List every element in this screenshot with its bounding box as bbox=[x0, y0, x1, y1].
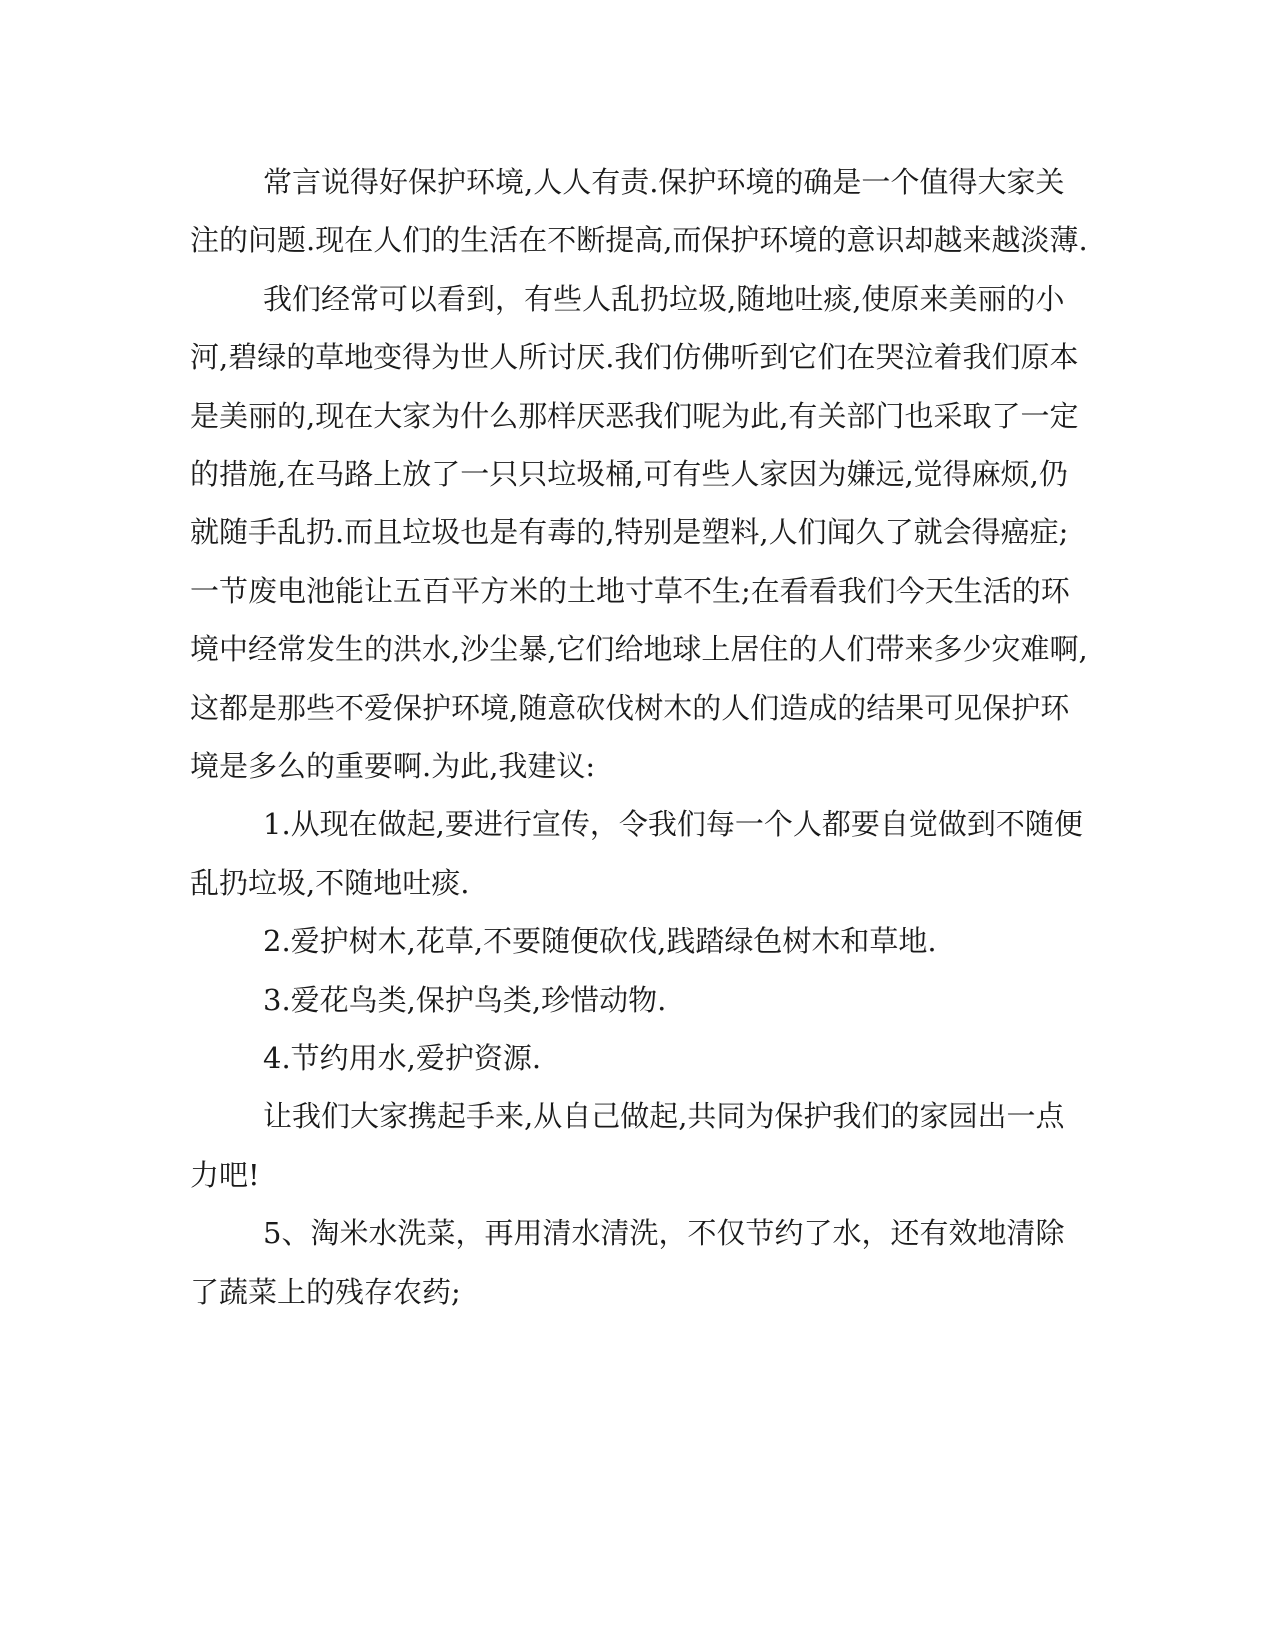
text-line: 境是多么的重要啊.为此,我建议: bbox=[190, 749, 596, 783]
text-line: 让我们大家携起手来,从自己做起,共同为保护我们的家园出一点 bbox=[263, 1099, 1065, 1134]
text-line: 力吧! bbox=[190, 1157, 260, 1192]
text-line: 的措施,在马路上放了一只只垃圾桶,可有些人家因为嫌远,觉得麻烦,仍 bbox=[190, 457, 1068, 491]
text-line: 是美丽的,现在大家为什么那样厌恶我们呢为此,有关部门也采取了一定 bbox=[190, 398, 1079, 433]
text-line: 乱扔垃圾,不随地吐痰. bbox=[190, 865, 470, 900]
text-line: 境中经常发生的洪水,沙尘暴,它们给地球上居住的人们带来多少灾难啊, bbox=[190, 632, 1088, 667]
text-line: 了蔬菜上的残存农药; bbox=[190, 1274, 461, 1309]
text-line: 河,碧绿的草地变得为世人所讨厌.我们仿佛听到它们在哭泣着我们原本 bbox=[190, 340, 1079, 375]
text-line: 3.爱花鸟类,保护鸟类,珍惜动物. bbox=[263, 982, 667, 1017]
text-line: 5、淘米水洗菜，再用清水清洗，不仅节约了水，还有效地清除 bbox=[263, 1216, 1065, 1251]
text-line: 一节废电池能让五百平方米的土地寸草不生;在看看我们今天生活的环 bbox=[190, 573, 1070, 608]
text-line: 注的问题.现在人们的生活在不断提高,而保护环境的意识却越来越淡薄. bbox=[190, 223, 1088, 258]
text-line: 就随手乱扔.而且垃圾也是有毒的,特别是塑料,人们闻久了就会得癌症; bbox=[190, 515, 1069, 550]
text-line: 1.从现在做起,要进行宣传，令我们每一个人都要自觉做到不随便 bbox=[263, 807, 1083, 842]
text-line: 常言说得好保护环境,人人有责.保护环境的确是一个值得大家关 bbox=[263, 165, 1065, 199]
text-line: 这都是那些不爱保护环境,随意砍伐树木的人们造成的结果可见保护环 bbox=[190, 690, 1070, 725]
text-line: 我们经常可以看到，有些人乱扔垃圾,随地吐痰,使原来美丽的小 bbox=[263, 281, 1065, 316]
text-line: 2.爱护树木,花草,不要随便砍伐,践踏绿色树木和草地. bbox=[263, 924, 937, 959]
text-line: 4.节约用水,爱护资源. bbox=[263, 1041, 542, 1075]
